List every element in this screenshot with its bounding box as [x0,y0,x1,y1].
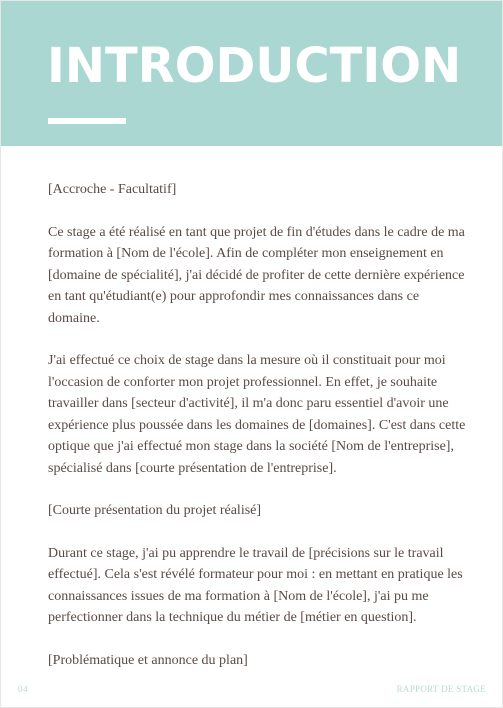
paragraph-context: Ce stage a été réalisé en tant que projet de fin d'études dans le cadre de ma formation à [Nom de l'école]. Afin de compléter mon enseignement en [domaine de spécialité], j'ai décidé de profiter de cette dernière expérience en tant qu'étudiant(e) pour approfondir mes connaissances dans ce domaine. [48,224,465,326]
title-underline [48,118,126,124]
header-banner [1,1,502,146]
paragraph-hook: [Accroche - Facultatif] [48,182,177,197]
page-title: INTRODUCTION [47,38,462,94]
paragraph-learning: Durant ce stage, j'ai pu apprendre le travail de [précisions sur le travail effectué]. Cela s'est révélé formateur pour moi : en mettant en pratique les connaissances issues de ma formation à [Nom de l'école], j'ai pu me perfectionner dans la technique du métier de [métier en question]. [48,545,463,625]
paragraph-plan-placeholder: [Problématique et annonce du plan] [48,652,248,668]
body-text [48,179,468,692]
paragraph-project-placeholder: [Courte présentation du projet réalisé] [48,503,262,518]
page-number: 04 [18,684,28,694]
footer-label: RAPPORT DE STAGE [396,684,486,694]
paragraph-choice: J'ai effectué ce choix de stage dans la mesure où il constituait pour moi l'occasion de conforter mon projet professionnel. En effet, je souhaite travailler dans [secteur d'activité], il m'a donc paru essentiel d'avoir une expérience plus poussée dans les domaines de [domaines]. C'est dans cette optique que j'ai effectué mon stage dans la société [Nom de l'entreprise], spécialisé dans [courte présentation de l'entreprise]. [48,353,466,476]
